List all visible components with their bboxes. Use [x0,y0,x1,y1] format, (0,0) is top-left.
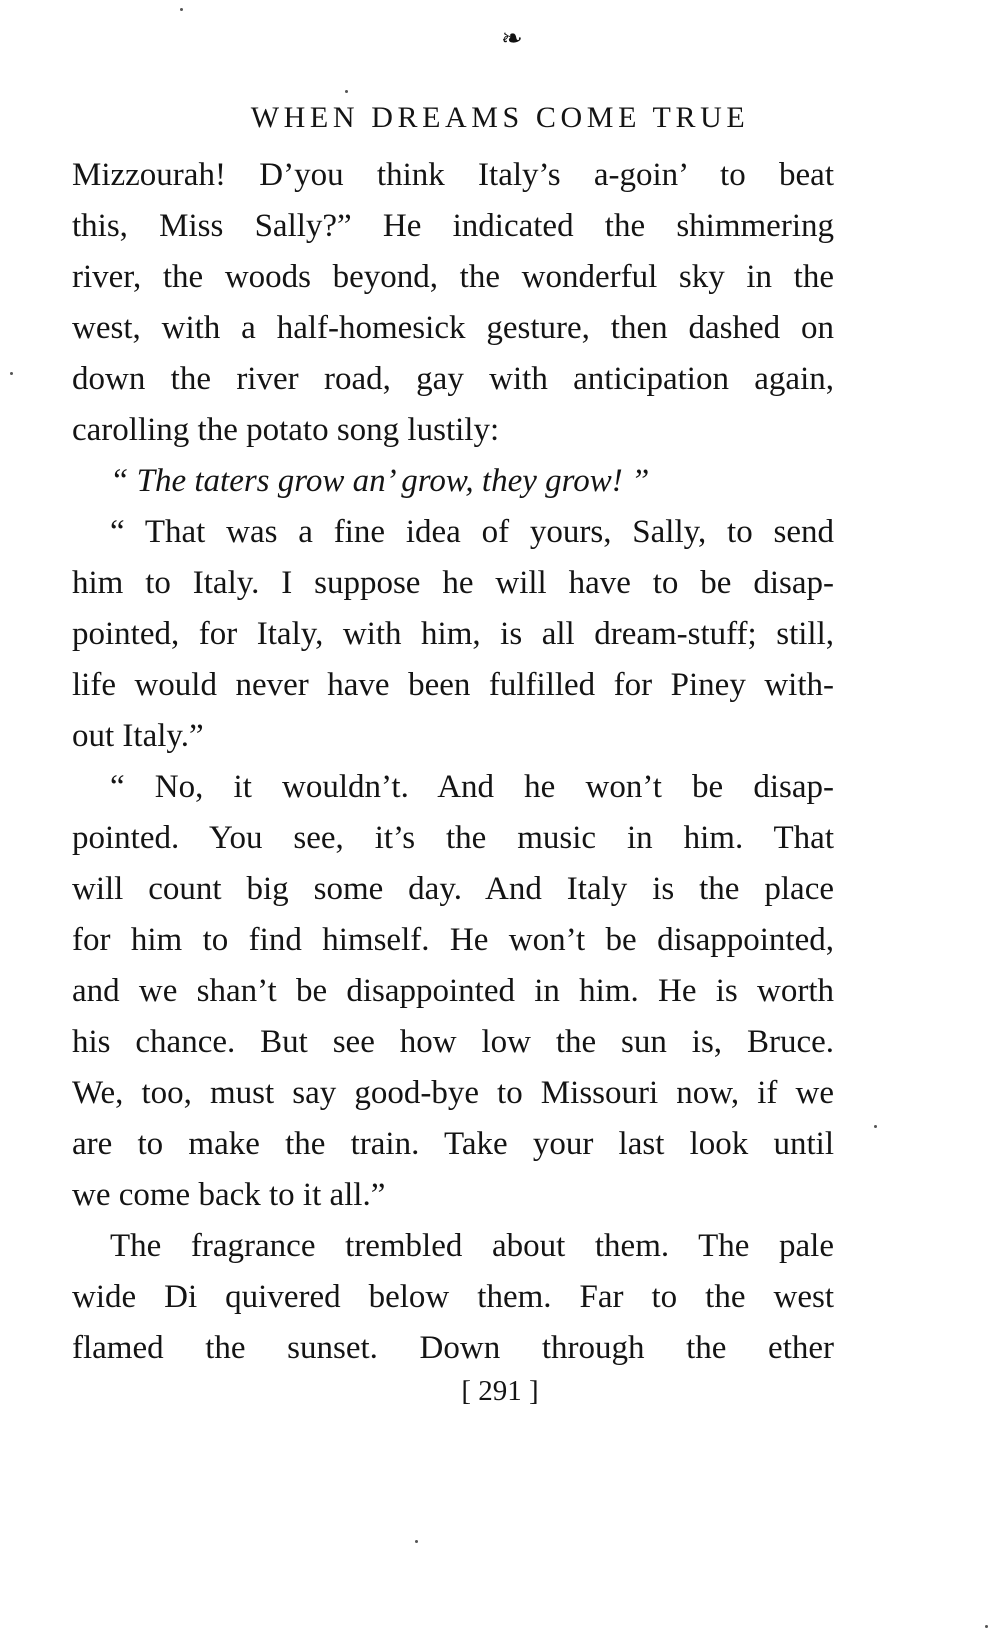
body-text [72,150,834,1374]
text-line: We, too, must say good-bye to Missouri now, if we [72,1075,834,1111]
printer-ornament: ❧ [501,24,523,53]
paper-speck [415,1540,418,1543]
text-line: west, with a half-homesick gesture, then dashed on [72,310,834,346]
text-line: wide Di quivered below them. Far to the west [72,1279,834,1315]
text-line: life would never have been fulfilled for Piney with- [72,667,834,703]
paper-speck [985,1625,988,1628]
paper-speck [10,372,13,375]
text-line: Mizzourah! D’you think Italy’s a-goin’ to beat [72,157,834,193]
paper-speck [345,90,348,93]
text-line: are to make the train. Take your last look until [72,1126,834,1162]
text-line: will count big some day. And Italy is the place [72,871,834,907]
running-head: WHEN DREAMS COME TRUE [250,101,750,134]
text-line: we come back to it all.” [72,1177,386,1213]
text-line: river, the woods beyond, the wonderful sky in the [72,259,834,295]
text-line: down the river road, gay with anticipation again, [72,361,834,397]
page-number: [ 291 ] [461,1375,539,1407]
text-line: flamed the sunset. Down through the ether [72,1330,834,1366]
text-line: this, Miss Sally?” He indicated the shimmering [72,208,834,244]
text-line: The fragrance trembled about them. The pale [110,1228,834,1264]
text-line: his chance. But see how low the sun is, Bruce. [72,1024,834,1060]
text-line: for him to find himself. He won’t be disappointed, [72,922,834,958]
text-line: carolling the potato song lustily: [72,412,500,448]
text-line: pointed, for Italy, with him, is all dream-stuff; still, [72,616,834,652]
text-line: and we shan’t be disappointed in him. He is worth [72,973,834,1009]
text-line: “ No, it wouldn’t. And he won’t be disap- [110,769,834,805]
song-line: “ The taters grow an’ grow, they grow! ” [110,463,650,499]
text-line: pointed. You see, it’s the music in him. That [72,820,834,856]
text-line: him to Italy. I suppose he will have to be disap- [72,565,834,601]
text-line: out Italy.” [72,718,204,754]
text-line: “ That was a fine idea of yours, Sally, to send [110,514,834,550]
paper-speck [874,1125,877,1128]
paper-speck [180,8,183,11]
